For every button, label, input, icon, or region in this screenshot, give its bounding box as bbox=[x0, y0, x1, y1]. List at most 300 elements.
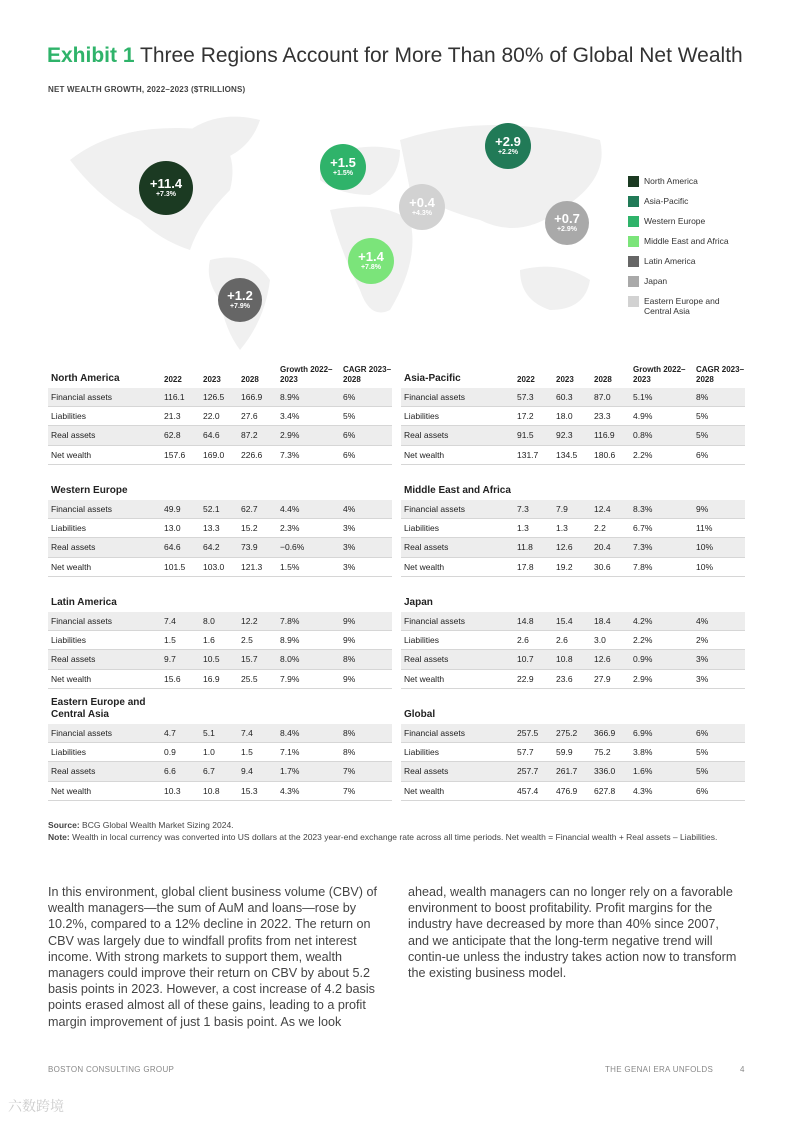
source-label: Source: bbox=[48, 820, 80, 830]
table-cell: 336.0 bbox=[594, 766, 616, 777]
table-row bbox=[48, 612, 392, 631]
map-bubble bbox=[139, 161, 193, 215]
table-cell: 101.5 bbox=[164, 561, 186, 572]
table-cell: Liabilities bbox=[404, 635, 439, 646]
footer-title: THE GENAI ERA UNFOLDS bbox=[605, 1065, 714, 1074]
table-cell: 366.9 bbox=[594, 728, 616, 738]
table-cell: 23.6 bbox=[556, 673, 573, 684]
table-cell: 0.9% bbox=[633, 654, 653, 665]
legend-swatch bbox=[628, 276, 639, 287]
table-cell: 2.2% bbox=[633, 449, 653, 460]
table-cell: Net wealth bbox=[404, 449, 445, 460]
table-cell: 87.0 bbox=[594, 392, 611, 402]
table-cell: 18.0 bbox=[556, 411, 573, 422]
table-cell: Real assets bbox=[404, 766, 449, 777]
table-cell: 7.8% bbox=[280, 616, 300, 626]
table-cell: 62.7 bbox=[241, 504, 258, 514]
legend-item bbox=[628, 276, 738, 296]
table-cell: 169.0 bbox=[203, 449, 225, 460]
table-cell: 64.6 bbox=[203, 430, 220, 441]
table-region-title: Asia-Pacific bbox=[404, 373, 461, 384]
table-cell: 4.3% bbox=[633, 785, 653, 796]
table-row bbox=[48, 519, 392, 538]
table-row bbox=[401, 426, 745, 445]
table-cell: 13.0 bbox=[164, 523, 181, 534]
table-cell: 15.3 bbox=[241, 785, 258, 796]
table-cell: 7.3% bbox=[633, 542, 653, 553]
table-cell: 6% bbox=[343, 430, 356, 441]
bubble-value: +2.9 bbox=[495, 133, 521, 149]
table-cell: 10% bbox=[696, 542, 714, 553]
table-cell: 4.7 bbox=[164, 728, 176, 738]
table-cell: 10% bbox=[696, 561, 714, 572]
table-cell: 1.7% bbox=[280, 766, 300, 777]
wealth-table bbox=[401, 472, 745, 577]
table-cell: Net wealth bbox=[51, 561, 92, 572]
table-cell: 15.6 bbox=[164, 673, 181, 684]
table-cell: 8.4% bbox=[280, 728, 300, 738]
table-cell: 18.4 bbox=[594, 616, 611, 626]
table-cell: Financial assets bbox=[404, 392, 465, 402]
legend-item bbox=[628, 176, 738, 196]
table-cell: Net wealth bbox=[404, 561, 445, 572]
table-cell: 13.3 bbox=[203, 523, 220, 534]
table-cell: 0.9 bbox=[164, 747, 176, 758]
bubble-value: +0.7 bbox=[554, 210, 580, 226]
table-row bbox=[401, 388, 745, 407]
table-cell: 17.8 bbox=[517, 561, 534, 572]
legend-label: Latin America bbox=[644, 256, 696, 266]
table-cell: 4.2% bbox=[633, 616, 653, 626]
wealth-table bbox=[48, 364, 392, 465]
table-cell: 15.4 bbox=[556, 616, 573, 626]
map-bubble bbox=[545, 201, 589, 245]
bubble-value: +1.5 bbox=[330, 154, 356, 170]
bubble-percent: +2.9% bbox=[556, 225, 578, 233]
table-row bbox=[48, 426, 392, 445]
table-cell: 9.7 bbox=[164, 654, 176, 665]
table-row bbox=[48, 631, 392, 650]
source-text: BCG Global Wealth Market Sizing 2024. bbox=[82, 820, 234, 830]
legend-item bbox=[628, 196, 738, 216]
legend-swatch bbox=[628, 256, 639, 267]
map-bubble bbox=[218, 278, 262, 322]
page-title bbox=[47, 44, 743, 68]
table-cell: 5% bbox=[343, 411, 356, 422]
table-cell: 17.2 bbox=[517, 411, 534, 422]
table-cell: 476.9 bbox=[556, 785, 578, 796]
legend-swatch bbox=[628, 216, 639, 227]
legend-label: Western Europe bbox=[644, 216, 706, 226]
column-header: Growth 2022–2023 bbox=[633, 365, 686, 384]
table-cell: 92.3 bbox=[556, 430, 573, 441]
column-header: 2022 bbox=[164, 375, 182, 384]
wealth-table bbox=[401, 702, 745, 801]
table-cell: 4% bbox=[343, 504, 356, 514]
table-row bbox=[401, 762, 745, 781]
chart-subtitle: NET WEALTH GROWTH, 2022–2023 ($TRILLIONS) bbox=[48, 85, 246, 94]
table-cell: Real assets bbox=[404, 654, 449, 665]
table-cell: 8.9% bbox=[280, 635, 300, 646]
table-cell: 2.6 bbox=[517, 635, 529, 646]
table-cell: 7.4 bbox=[164, 616, 176, 626]
table-cell: 2.2% bbox=[633, 635, 653, 646]
table-cell: 3% bbox=[696, 673, 709, 684]
table-cell: Liabilities bbox=[404, 411, 439, 422]
table-cell: 73.9 bbox=[241, 542, 258, 553]
exhibit-label: Exhibit 1 bbox=[47, 44, 135, 67]
table-cell: 9% bbox=[343, 616, 356, 626]
table-cell: 6.7% bbox=[633, 523, 653, 534]
table-row bbox=[48, 446, 392, 465]
table-cell: 6.9% bbox=[633, 728, 653, 738]
wealth-table bbox=[48, 590, 392, 689]
legend-label: Asia-Pacific bbox=[644, 196, 689, 206]
table-cell: 3% bbox=[343, 523, 356, 534]
table-cell: 59.9 bbox=[556, 747, 573, 758]
table-cell: 6% bbox=[696, 785, 709, 796]
table-cell: 3.4% bbox=[280, 411, 300, 422]
footer-publisher: BOSTON CONSULTING GROUP bbox=[48, 1065, 175, 1074]
table-cell: 257.5 bbox=[517, 728, 539, 738]
table-cell: 10.7 bbox=[517, 654, 534, 665]
table-cell: 2% bbox=[696, 635, 709, 646]
table-cell: 57.7 bbox=[517, 747, 534, 758]
table-cell: 87.2 bbox=[241, 430, 258, 441]
table-region-title: Western Europe bbox=[51, 485, 128, 496]
table-cell: Financial assets bbox=[51, 616, 112, 626]
table-cell: 22.9 bbox=[517, 673, 534, 684]
table-cell: 134.5 bbox=[556, 449, 578, 460]
body-text-right: ahead, wealth managers can no longer rely on a favorable environment to boost profitability. Profit margins for the industry have decreased by more than 40% since 2007, and we anticipate that the long-term negative trend will contin-ue unless the industry takes action now to transform the existing business model. bbox=[408, 885, 737, 981]
table-cell: 20.4 bbox=[594, 542, 611, 553]
table-cell: 9% bbox=[343, 673, 356, 684]
exhibit-title: Three Regions Account for More Than 80% of Global Net Wealth bbox=[140, 44, 743, 67]
table-row bbox=[401, 743, 745, 762]
table-cell: 10.8 bbox=[203, 785, 220, 796]
table-cell: 7.9 bbox=[556, 504, 568, 514]
table-cell: 103.0 bbox=[203, 561, 225, 572]
table-cell: 180.6 bbox=[594, 449, 616, 460]
table-cell: 457.4 bbox=[517, 785, 539, 796]
table-region-title: Eastern Europe and Central Asia bbox=[51, 697, 146, 720]
table-cell: Net wealth bbox=[51, 785, 92, 796]
world-map bbox=[40, 100, 620, 360]
bubble-value: +0.4 bbox=[409, 194, 435, 210]
table-cell: 116.1 bbox=[164, 392, 185, 402]
table-cell: 7.3% bbox=[280, 449, 300, 460]
table-cell: 8% bbox=[696, 392, 709, 402]
table-row bbox=[48, 558, 392, 577]
table-cell: 6.7 bbox=[203, 766, 215, 777]
table-cell: 1.3 bbox=[556, 523, 568, 534]
table-row bbox=[401, 519, 745, 538]
table-cell: 8% bbox=[343, 654, 356, 665]
table-region-title: North America bbox=[51, 373, 120, 384]
table-cell: 261.7 bbox=[556, 766, 578, 777]
table-cell: 60.3 bbox=[556, 392, 573, 402]
table-cell: 2.9% bbox=[633, 673, 653, 684]
table-cell: 11.8 bbox=[517, 542, 533, 553]
table-cell: 7.9% bbox=[280, 673, 300, 684]
legend-label: Eastern Europe and Central Asia bbox=[644, 296, 720, 316]
table-cell: 275.2 bbox=[556, 728, 578, 738]
table-cell: 8% bbox=[343, 747, 356, 758]
table-cell: 7% bbox=[343, 766, 356, 777]
table-cell: 1.0 bbox=[203, 747, 215, 758]
table-cell: 52.1 bbox=[203, 504, 220, 514]
legend-label: Middle East and Africa bbox=[644, 236, 729, 246]
table-cell: 5% bbox=[696, 411, 709, 422]
table-cell: 4.3% bbox=[280, 785, 300, 796]
table-cell: Liabilities bbox=[51, 523, 86, 534]
table-cell: 166.9 bbox=[241, 392, 263, 402]
table-cell: Financial assets bbox=[51, 728, 112, 738]
bubble-percent: +7.3% bbox=[155, 190, 177, 198]
wealth-table bbox=[401, 590, 745, 689]
table-row bbox=[401, 446, 745, 465]
wealth-table bbox=[48, 696, 392, 801]
table-cell: 30.6 bbox=[594, 561, 611, 572]
table-row bbox=[48, 500, 392, 519]
table-cell: 7.4 bbox=[241, 728, 253, 738]
table-cell: 0.8% bbox=[633, 430, 653, 441]
column-header: 2023 bbox=[203, 375, 221, 384]
table-cell: 16.9 bbox=[203, 673, 220, 684]
table-cell: 5% bbox=[696, 430, 709, 441]
bubble-percent: +7.9% bbox=[229, 302, 251, 310]
table-cell: 131.7 bbox=[517, 449, 539, 460]
table-cell: 10.3 bbox=[164, 785, 181, 796]
map-bubble bbox=[348, 238, 394, 284]
table-cell: 23.3 bbox=[594, 411, 611, 422]
legend-swatch bbox=[628, 236, 639, 247]
table-cell: 2.6 bbox=[556, 635, 568, 646]
table-row bbox=[48, 743, 392, 762]
table-row bbox=[401, 558, 745, 577]
bubble-percent: +4.3% bbox=[411, 209, 433, 217]
body-text-left: In this environment, global client business volume (CBV) of wealth managers—the sum of AuM and loans—rose by 10.2%, compared to a 12% decline in 2022. The return on CBV was largely due to windfall profits from net interest income. With strong markets to support them, wealth managers could improve their return on CBV by about 5.2 basis points in 2023. However, a cost increase of 4.2 basis points erased almost all of these gains, leading to a profit margin improvement of just 1 basis point. As we look bbox=[48, 885, 377, 1029]
table-region-title: Japan bbox=[404, 597, 433, 608]
table-cell: 27.6 bbox=[241, 411, 258, 422]
table-cell: Real assets bbox=[51, 654, 96, 665]
legend-item bbox=[628, 296, 738, 316]
table-cell: 25.5 bbox=[241, 673, 258, 684]
table-cell: 12.4 bbox=[594, 504, 611, 514]
table-cell: Net wealth bbox=[51, 449, 92, 460]
legend-item bbox=[628, 256, 738, 276]
table-region-title: Middle East and Africa bbox=[404, 485, 511, 496]
bubble-percent: +7.8% bbox=[360, 263, 382, 271]
table-region-title: Global bbox=[404, 709, 436, 720]
column-header: 2028 bbox=[241, 375, 259, 384]
note-label: Note: bbox=[48, 832, 70, 842]
table-cell: 1.5 bbox=[164, 635, 176, 646]
table-cell: 10.5 bbox=[203, 654, 220, 665]
table-cell: Real assets bbox=[404, 430, 449, 441]
legend-label: North America bbox=[644, 176, 698, 186]
table-cell: 1.3 bbox=[517, 523, 529, 534]
table-cell: 5% bbox=[696, 766, 709, 777]
table-row bbox=[48, 388, 392, 407]
table-cell: 257.7 bbox=[517, 766, 539, 777]
table-cell: Financial assets bbox=[404, 728, 465, 738]
table-cell: 2.5 bbox=[241, 635, 253, 646]
table-cell: 7.8% bbox=[633, 561, 653, 572]
table-cell: 21.3 bbox=[164, 411, 181, 422]
table-cell: 1.5 bbox=[241, 747, 253, 758]
table-cell: 6.6 bbox=[164, 766, 176, 777]
table-row bbox=[48, 538, 392, 557]
table-cell: 15.2 bbox=[241, 523, 258, 534]
table-cell: 12.6 bbox=[556, 542, 573, 553]
table-cell: 15.7 bbox=[241, 654, 258, 665]
table-cell: 9% bbox=[696, 504, 709, 514]
bubble-value: +11.4 bbox=[149, 175, 183, 191]
watermark: 六数跨境 bbox=[8, 1098, 64, 1114]
table-cell: 12.6 bbox=[594, 654, 611, 665]
table-row bbox=[401, 612, 745, 631]
table-row bbox=[48, 724, 392, 743]
bubble-value: +1.2 bbox=[227, 287, 253, 303]
legend-label: Japan bbox=[644, 276, 668, 286]
table-cell: 64.6 bbox=[164, 542, 181, 553]
map-bubble bbox=[320, 144, 366, 190]
map-legend bbox=[628, 176, 738, 316]
table-cell: 6% bbox=[343, 392, 356, 402]
table-cell: 7.3 bbox=[517, 504, 529, 514]
table-cell: 4.4% bbox=[280, 504, 300, 514]
table-row bbox=[48, 782, 392, 801]
bubble-percent: +2.2% bbox=[497, 148, 519, 156]
table-cell: 8.9% bbox=[280, 392, 300, 402]
notes bbox=[48, 819, 748, 843]
table-cell: 157.6 bbox=[164, 449, 186, 460]
table-cell: 3% bbox=[696, 654, 709, 665]
table-cell: Liabilities bbox=[51, 411, 86, 422]
table-cell: Real assets bbox=[51, 766, 96, 777]
table-row bbox=[48, 762, 392, 781]
table-row bbox=[401, 724, 745, 743]
table-cell: 2.9% bbox=[280, 430, 300, 441]
table-cell: 1.6 bbox=[203, 635, 215, 646]
legend-swatch bbox=[628, 296, 639, 307]
table-row bbox=[48, 407, 392, 426]
table-cell: 627.8 bbox=[594, 785, 616, 796]
table-cell: 12.2 bbox=[241, 616, 258, 626]
column-header: Growth 2022–2023 bbox=[280, 365, 333, 384]
table-cell: −0.6% bbox=[280, 542, 305, 553]
table-cell: Financial assets bbox=[404, 616, 465, 626]
table-cell: Real assets bbox=[51, 542, 96, 553]
table-region-title: Latin America bbox=[51, 597, 117, 608]
table-cell: 116.9 bbox=[594, 430, 615, 441]
column-header: CAGR 2023–2028 bbox=[343, 365, 392, 384]
table-cell: 62.8 bbox=[164, 430, 181, 441]
note-text: Wealth in local currency was converted into US dollars at the 2023 year-end exchange rate across all time periods. Net wealth = Financial wealth + Real assets – Liabilities. bbox=[72, 832, 718, 842]
table-cell: Real assets bbox=[404, 542, 449, 553]
table-cell: Net wealth bbox=[404, 673, 445, 684]
table-cell: Liabilities bbox=[51, 747, 86, 758]
table-cell: 8.0% bbox=[280, 654, 300, 665]
table-cell: 4% bbox=[696, 616, 709, 626]
table-cell: 22.0 bbox=[203, 411, 220, 422]
table-row bbox=[401, 670, 745, 689]
table-cell: 8.3% bbox=[633, 504, 653, 514]
page-number: 4 bbox=[740, 1065, 745, 1074]
table-row bbox=[401, 782, 745, 801]
table-cell: 14.8 bbox=[517, 616, 534, 626]
table-cell: Liabilities bbox=[404, 747, 439, 758]
table-cell: 49.9 bbox=[164, 504, 181, 514]
table-row bbox=[48, 650, 392, 669]
wealth-table bbox=[401, 364, 745, 465]
table-cell: 6% bbox=[696, 449, 709, 460]
table-cell: Net wealth bbox=[404, 785, 445, 796]
bubble-value: +1.4 bbox=[358, 248, 384, 264]
table-cell: 3.0 bbox=[594, 635, 606, 646]
table-cell: 226.6 bbox=[241, 449, 263, 460]
table-row bbox=[401, 500, 745, 519]
table-cell: 10.8 bbox=[556, 654, 573, 665]
table-cell: Real assets bbox=[51, 430, 96, 441]
table-cell: 8% bbox=[343, 728, 356, 738]
table-cell: 9.4 bbox=[241, 766, 253, 777]
table-cell: 5.1 bbox=[203, 728, 215, 738]
column-header: 2028 bbox=[594, 375, 612, 384]
table-cell: 11% bbox=[696, 523, 713, 534]
column-header: CAGR 2023–2028 bbox=[696, 365, 745, 384]
table-cell: 8.0 bbox=[203, 616, 215, 626]
table-row bbox=[48, 670, 392, 689]
table-cell: 1.5% bbox=[280, 561, 300, 572]
table-row bbox=[401, 650, 745, 669]
table-cell: 2.3% bbox=[280, 523, 300, 534]
table-row bbox=[401, 631, 745, 650]
table-cell: 75.2 bbox=[594, 747, 611, 758]
table-cell: Financial assets bbox=[404, 504, 465, 514]
bubble-percent: +1.5% bbox=[332, 169, 354, 177]
legend-swatch bbox=[628, 176, 639, 187]
table-cell: 27.9 bbox=[594, 673, 611, 684]
table-cell: 126.5 bbox=[203, 392, 225, 402]
table-cell: 91.5 bbox=[517, 430, 534, 441]
table-cell: 5% bbox=[696, 747, 709, 758]
map-bubble bbox=[485, 123, 531, 169]
table-cell: 6% bbox=[343, 449, 356, 460]
table-cell: 57.3 bbox=[517, 392, 534, 402]
table-cell: 19.2 bbox=[556, 561, 573, 572]
table-row bbox=[401, 407, 745, 426]
table-cell: 6% bbox=[696, 728, 709, 738]
table-cell: 7% bbox=[343, 785, 356, 796]
table-cell: 5.1% bbox=[633, 392, 653, 402]
legend-swatch bbox=[628, 196, 639, 207]
table-cell: 3% bbox=[343, 561, 356, 572]
table-cell: Liabilities bbox=[51, 635, 86, 646]
legend-item bbox=[628, 216, 738, 236]
table-cell: 4.9% bbox=[633, 411, 653, 422]
legend-item bbox=[628, 236, 738, 256]
table-cell: 1.6% bbox=[633, 766, 653, 777]
table-cell: Liabilities bbox=[404, 523, 439, 534]
table-cell: 3.8% bbox=[633, 747, 653, 758]
table-cell: 7.1% bbox=[280, 747, 300, 758]
wealth-table bbox=[48, 478, 392, 577]
table-cell: Financial assets bbox=[51, 392, 112, 402]
table-row bbox=[401, 538, 745, 557]
table-cell: 64.2 bbox=[203, 542, 220, 553]
